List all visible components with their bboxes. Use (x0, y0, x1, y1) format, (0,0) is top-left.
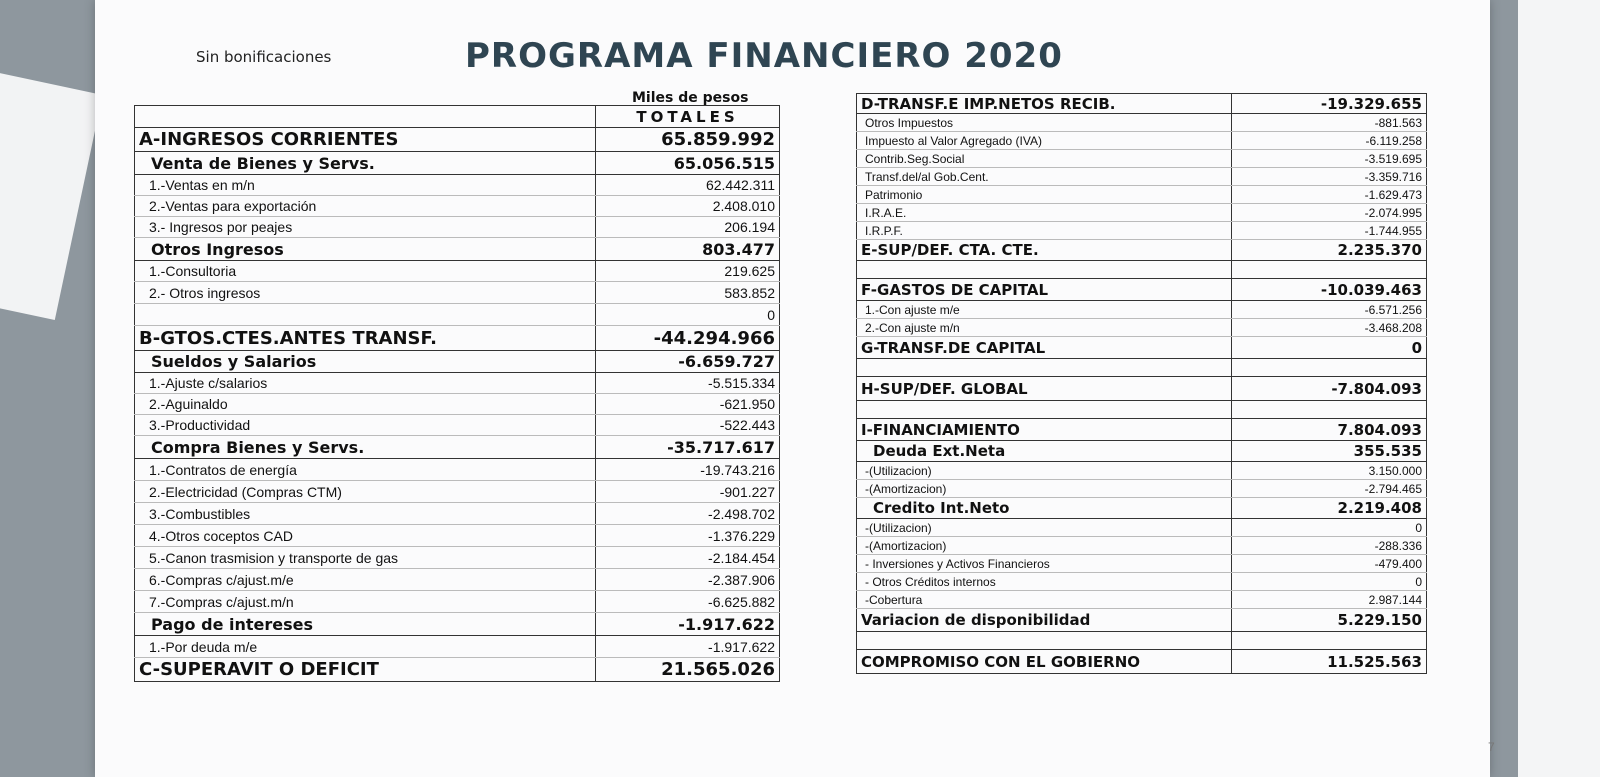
row-label: Otros Ingresos (135, 238, 596, 261)
table-row (135, 503, 780, 525)
row-value: -1.917.622 (596, 636, 780, 658)
row-value: 0 (1232, 337, 1427, 359)
row-label: COMPROMISO CON EL GOBIERNO (857, 650, 1232, 674)
table-row (135, 415, 780, 436)
document-subtitle: Sin bonificaciones (196, 48, 332, 66)
row-value: 5.229.150 (1232, 609, 1427, 632)
table-row (857, 222, 1427, 240)
row-label: I.R.A.E. (857, 204, 1232, 222)
section-row (857, 240, 1427, 261)
table-row (857, 462, 1427, 480)
row-label: Variacion de disponibilidad (857, 609, 1232, 632)
row-label: - Inversiones y Activos Financieros (857, 555, 1232, 573)
row-label: F-GASTOS DE CAPITAL (857, 279, 1232, 301)
row-label: 1.-Contratos de energía (135, 459, 596, 481)
table-row (857, 186, 1427, 204)
row-label: 5.-Canon trasmision y transporte de gas (135, 547, 596, 569)
table-row (135, 196, 780, 217)
section-row (135, 436, 780, 459)
row-value (1232, 401, 1427, 419)
background-paper-left (0, 70, 103, 320)
row-label: C-SUPERAVIT O DEFICIT (135, 658, 596, 682)
row-value: -522.443 (596, 415, 780, 436)
row-label: - Otros Créditos internos (857, 573, 1232, 591)
row-value: 583.852 (596, 282, 780, 304)
row-value: 2.235.370 (1232, 240, 1427, 261)
row-label: Credito Int.Neto (857, 498, 1232, 519)
financial-table-left (134, 105, 780, 682)
row-value: -1.744.955 (1232, 222, 1427, 240)
row-label: I-FINANCIAMIENTO (857, 419, 1232, 441)
row-value: 219.625 (596, 261, 780, 282)
row-label: Pago de intereses (135, 613, 596, 636)
row-value: -1.376.229 (596, 525, 780, 547)
row-value: -3.468.208 (1232, 319, 1427, 337)
table-row (857, 301, 1427, 319)
table-row (857, 359, 1427, 377)
table-row (857, 204, 1427, 222)
row-value: -19.329.655 (1232, 94, 1427, 114)
row-value: -6.625.882 (596, 591, 780, 613)
row-label (857, 359, 1232, 377)
section-row (857, 650, 1427, 674)
row-value: -44.294.966 (596, 326, 780, 351)
row-label: 3.- Ingresos por peajes (135, 217, 596, 238)
table-row (135, 569, 780, 591)
row-label: 1.-Ajuste c/salarios (135, 373, 596, 394)
financial-table-right (856, 93, 1427, 674)
section-row (857, 609, 1427, 632)
row-label: 1.-Con ajuste m/e (857, 301, 1232, 319)
table-row (135, 394, 780, 415)
row-value: 355.535 (1232, 441, 1427, 462)
table-row (857, 573, 1427, 591)
section-row (135, 658, 780, 682)
table-row (135, 591, 780, 613)
section-row (857, 498, 1427, 519)
row-value (1232, 261, 1427, 279)
row-value: -7.804.093 (1232, 377, 1427, 401)
row-label: Contrib.Seg.Social (857, 150, 1232, 168)
row-value: -3.359.716 (1232, 168, 1427, 186)
row-label (857, 632, 1232, 650)
table-row (857, 150, 1427, 168)
row-value: 0 (1232, 519, 1427, 537)
row-value: 65.056.515 (596, 152, 780, 175)
section-row (135, 613, 780, 636)
table-row (135, 459, 780, 481)
row-label: G-TRANSF.DE CAPITAL (857, 337, 1232, 359)
row-label: Compra Bienes y Servs. (135, 436, 596, 459)
table-row (135, 304, 780, 326)
section-row (857, 441, 1427, 462)
table-row (135, 547, 780, 569)
row-label: Deuda Ext.Neta (857, 441, 1232, 462)
row-value: -479.400 (1232, 555, 1427, 573)
table-row (857, 114, 1427, 132)
table-row (135, 282, 780, 304)
row-value: 21.565.026 (596, 658, 780, 682)
section-row (135, 106, 780, 128)
row-label: 1.-Ventas en m/n (135, 175, 596, 196)
document-title: PROGRAMA FINANCIERO 2020 (465, 36, 1063, 76)
row-value: -288.336 (1232, 537, 1427, 555)
row-label: 3.-Productividad (135, 415, 596, 436)
row-label: 7.-Compras c/ajust.m/n (135, 591, 596, 613)
row-value: -2.387.906 (596, 569, 780, 591)
table-row (857, 168, 1427, 186)
row-value: 0 (1232, 573, 1427, 591)
row-value: -6.571.256 (1232, 301, 1427, 319)
row-value: -5.515.334 (596, 373, 780, 394)
row-value: -1.629.473 (1232, 186, 1427, 204)
row-label: -(Utilizacion) (857, 462, 1232, 480)
page-number: 7 (1488, 740, 1495, 754)
row-label: B-GTOS.CTES.ANTES TRANSF. (135, 326, 596, 351)
row-label (135, 106, 596, 128)
table-row (857, 401, 1427, 419)
section-row (135, 152, 780, 175)
row-label: 2.- Otros ingresos (135, 282, 596, 304)
row-label: 4.-Otros coceptos CAD (135, 525, 596, 547)
row-value: -2.184.454 (596, 547, 780, 569)
table-row (857, 480, 1427, 498)
row-label: -(Amortizacion) (857, 537, 1232, 555)
row-value: 2.987.144 (1232, 591, 1427, 609)
row-label (857, 261, 1232, 279)
table-row (135, 636, 780, 658)
row-label: -Cobertura (857, 591, 1232, 609)
row-value: 62.442.311 (596, 175, 780, 196)
row-value: -2.498.702 (596, 503, 780, 525)
row-value: 2.408.010 (596, 196, 780, 217)
row-value: -6.119.258 (1232, 132, 1427, 150)
row-label: 2.-Aguinaldo (135, 394, 596, 415)
table-row (857, 537, 1427, 555)
background-paper-right (1518, 0, 1600, 777)
row-value: -901.227 (596, 481, 780, 503)
table-row (857, 632, 1427, 650)
row-value: -3.519.695 (1232, 150, 1427, 168)
table-row (135, 217, 780, 238)
row-label: Patrimonio (857, 186, 1232, 204)
section-row (135, 238, 780, 261)
row-value: -19.743.216 (596, 459, 780, 481)
row-value: -2.794.465 (1232, 480, 1427, 498)
row-label: D-TRANSF.E IMP.NETOS RECIB. (857, 94, 1232, 114)
row-label: 2.-Ventas para exportación (135, 196, 596, 217)
table-row (135, 261, 780, 282)
section-row (857, 419, 1427, 441)
table-row (857, 319, 1427, 337)
row-label: 2.-Con ajuste m/n (857, 319, 1232, 337)
row-label: -(Amortizacion) (857, 480, 1232, 498)
row-value: 206.194 (596, 217, 780, 238)
section-row (857, 377, 1427, 401)
row-value: 65.859.992 (596, 128, 780, 152)
table-row (857, 591, 1427, 609)
section-row (857, 337, 1427, 359)
table-row (857, 261, 1427, 279)
row-value: -621.950 (596, 394, 780, 415)
table-row (135, 525, 780, 547)
section-row (135, 326, 780, 351)
row-label: 3.-Combustibles (135, 503, 596, 525)
row-label: Venta de Bienes y Servs. (135, 152, 596, 175)
row-label: I.R.P.F. (857, 222, 1232, 240)
row-label: -(Utilizacion) (857, 519, 1232, 537)
units-label: Miles de pesos (632, 90, 749, 106)
row-label (135, 304, 596, 326)
row-value: -881.563 (1232, 114, 1427, 132)
row-value: -6.659.727 (596, 351, 780, 373)
row-value (1232, 359, 1427, 377)
row-label: 6.-Compras c/ajust.m/e (135, 569, 596, 591)
row-label: 2.-Electricidad (Compras CTM) (135, 481, 596, 503)
row-label: Transf.del/al Gob.Cent. (857, 168, 1232, 186)
row-label: Impuesto al Valor Agregado (IVA) (857, 132, 1232, 150)
row-label: Sueldos y Salarios (135, 351, 596, 373)
table-row (857, 555, 1427, 573)
row-value: -35.717.617 (596, 436, 780, 459)
row-value: 3.150.000 (1232, 462, 1427, 480)
row-label: H-SUP/DEF. GLOBAL (857, 377, 1232, 401)
section-row (135, 128, 780, 152)
row-value: -10.039.463 (1232, 279, 1427, 301)
row-value: TOTALES (596, 106, 780, 128)
row-value: -2.074.995 (1232, 204, 1427, 222)
section-row (135, 351, 780, 373)
row-label: 1.-Consultoria (135, 261, 596, 282)
row-value: -1.917.622 (596, 613, 780, 636)
section-row (857, 279, 1427, 301)
row-value (1232, 632, 1427, 650)
table-row (857, 519, 1427, 537)
row-value: 7.804.093 (1232, 419, 1427, 441)
row-label: A-INGRESOS CORRIENTES (135, 128, 596, 152)
row-label (857, 401, 1232, 419)
row-value: 0 (596, 304, 780, 326)
row-label: 1.-Por deuda m/e (135, 636, 596, 658)
table-row (135, 175, 780, 196)
row-label: Otros Impuestos (857, 114, 1232, 132)
table-row (135, 481, 780, 503)
table-row (857, 132, 1427, 150)
row-value: 803.477 (596, 238, 780, 261)
row-label: E-SUP/DEF. CTA. CTE. (857, 240, 1232, 261)
table-row (135, 373, 780, 394)
section-row (857, 94, 1427, 114)
row-value: 11.525.563 (1232, 650, 1427, 674)
row-value: 2.219.408 (1232, 498, 1427, 519)
